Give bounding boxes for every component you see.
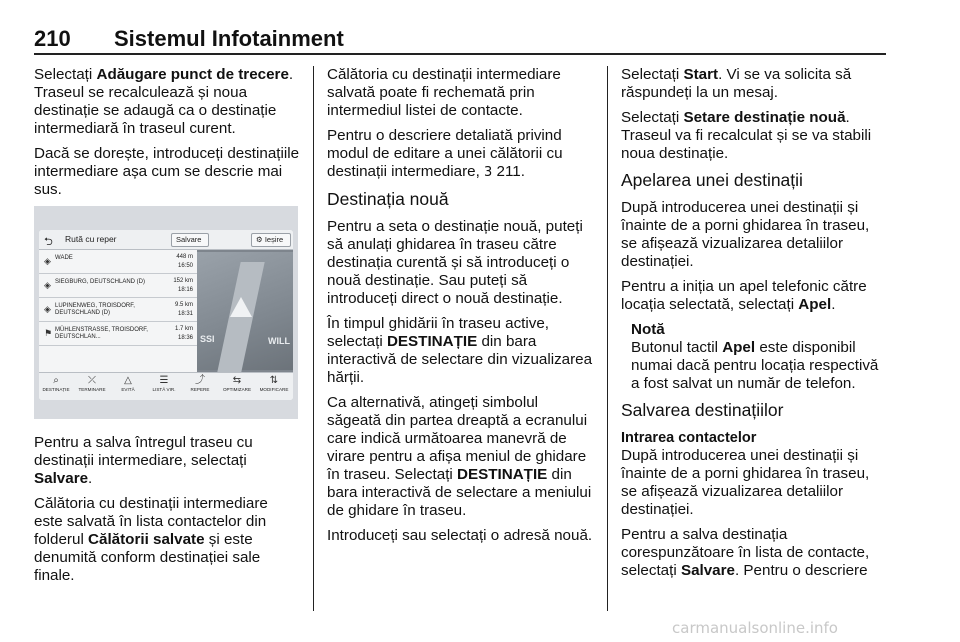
paragraph: Selectați Setare destinație nouă. Traseul va fi recalculat și se va stabili noua destinație. [621,109,872,162]
modify-icon: ⇅ [269,375,279,386]
paragraph: Călătoria cu destinații intermediare este salvată în lista contactelor din folderul Călătorii salvate și este denumită conform destinației sale finale. [34,495,268,584]
bar-waypoints-button[interactable]: ⤴ REPERE [185,375,215,400]
save-button[interactable]: Salvare [171,233,209,247]
screen-topbar [39,230,293,250]
map-view [194,252,293,370]
waypoint-list [39,250,197,372]
paragraph: Dacă se dorește, introduceți destinațiile intermediare așa cum se descrie mai sus. [34,145,300,198]
list-item[interactable]: ⚑ MÜHLENSTRASSE, TROISDORF, DEUTSCHLAN... 1.7 km 18:36 [39,322,197,346]
page-header [34,26,886,52]
bar-terminate-button[interactable]: ⤫ TERMINARE [78,375,106,392]
avoid-icon: △ [124,375,132,386]
bar-avoid-button[interactable]: △ EVITĂ [113,375,143,400]
back-arrow-icon[interactable]: ⮌ [44,236,53,248]
heading-new-destination: Destinația nouă [327,189,449,209]
waypoint-route-icon: ⤴ [195,375,205,386]
list-icon: ☰ [159,375,169,386]
note-text: Butonul tactil Apel este disponibil numai dacă pentru locația respectivă a fost salvat un număr de telefon. [631,339,879,392]
waypoint-icon: ◈ [44,256,51,266]
stop-route-icon: ⤫ [88,375,96,386]
section-title: Sistemul Infotainment [114,26,344,51]
watermark: carmanualsonline.info [672,619,838,637]
paragraph: După introducerea unei destinații și înainte de a porni ghidarea în traseu, se afișează vizualizarea detaliilor destinației. [621,447,870,518]
paragraph: După introducerea unei destinații și înainte de a porni ghidarea în traseu, se afișează vizualizarea detaliilor destinației. [621,199,870,270]
display-screen [39,230,293,400]
list-item[interactable]: ◈ SIEGBURG, DEUTSCHLAND (D) 152 km 18:16 [39,274,197,298]
optimize-icon: ⇆ [232,375,242,386]
search-icon: ⌕ [53,375,59,386]
bar-turn-list-button[interactable]: ☰ LISTĂ VIR. [149,375,179,400]
paragraph: Ca alternativă, atingeți simbolul săgeată din partea dreaptă a ecranului care indică următoarea manevră de virare pentru a afișa meniul de ghidare în traseu. Selectați DESTINAȚIE din bara interactivă de selectare a meniului de ghidare în traseu. [327,394,592,519]
subheading-contacts: Intrarea contactelor [621,430,757,446]
exit-button[interactable]: ⚙ Ieșire [251,233,291,247]
header-rule [34,53,886,55]
list-item[interactable]: ◈ WADE 448 m 16:50 [39,250,197,274]
paragraph: Pentru a salva întregul traseu cu destinații intermediare, selectați Salvare. [34,434,253,487]
map-label: WILL [268,336,290,346]
gear-icon: ⚙ [256,235,263,244]
map-road [217,262,264,372]
paragraph: Introduceți sau selectați o adresă nouă. [327,527,593,544]
paragraph: Pentru o descriere detaliată privind modul de editare a unei călătorii cu destinații intermediare, 3 211. [327,127,563,180]
waypoint-icon: ◈ [44,304,51,314]
column-divider [607,66,608,611]
infotainment-screenshot [34,206,298,419]
direction-arrow-icon [230,297,252,317]
interaction-selector-bar [39,372,293,400]
page-number: 210 [34,26,71,51]
bar-modify-button[interactable]: ⇅ MODIFICARE [259,375,289,392]
column-1 [34,66,300,206]
page-reference-icon: 3 [484,165,493,180]
screen-title: Rută cu reper [65,234,117,244]
column-divider [313,66,314,611]
bar-optimize-button[interactable]: ⇆ OPTIMIZARE [222,375,252,392]
waypoint-icon: ◈ [44,280,51,290]
paragraph: Pentru a salva destinația corespunzătoare în lista de contacte, selectați Salvare. Pentru o descriere [621,526,870,579]
paragraph: Pentru a seta o destinație nouă, puteți să anulați ghidarea în traseu către destinația curentă și să introduceți o nouă destinație. Sau puteți să introduceți direct o nouă destinație. [327,218,583,307]
note-box [631,321,887,393]
column-2 [327,66,593,552]
paragraph: În timpul ghidării în traseu active, selectați DESTINAȚIE din bara interactivă de selectare din vizualizarea hărții. [327,315,593,386]
column-3 [621,66,887,587]
list-item[interactable]: ◈ LUPINENWEG, TROISDORF, DEUTSCHLAND (D) 9.5 km 18:31 [39,298,197,322]
paragraph: Selectați Start. Vi se va solicita să răspundeți la un mesaj. [621,66,852,101]
heading-call-destination: Apelarea unei destinații [621,170,803,190]
map-label: SSI [200,334,215,344]
heading-save-destinations: Salvarea destinațiilor [621,400,784,420]
paragraph: Selectați Adăugare punct de trecere. Traseul se recalculează și noua destinație se adaugă ca o destinație intermediară în traseul curent. [34,66,294,137]
paragraph: Pentru a iniția un apel telefonic către locația selectată, selectați Apel. [621,278,867,313]
paragraph: Călătoria cu destinații intermediare salvată poate fi rechemată prin intermediul listei de contacte. [327,66,561,119]
bar-destination-button[interactable]: ⌕ DESTINAȚIE [42,375,70,392]
note-title: Notă [631,321,665,338]
column-1-lower [34,434,300,592]
flag-icon: ⚑ [44,328,53,338]
